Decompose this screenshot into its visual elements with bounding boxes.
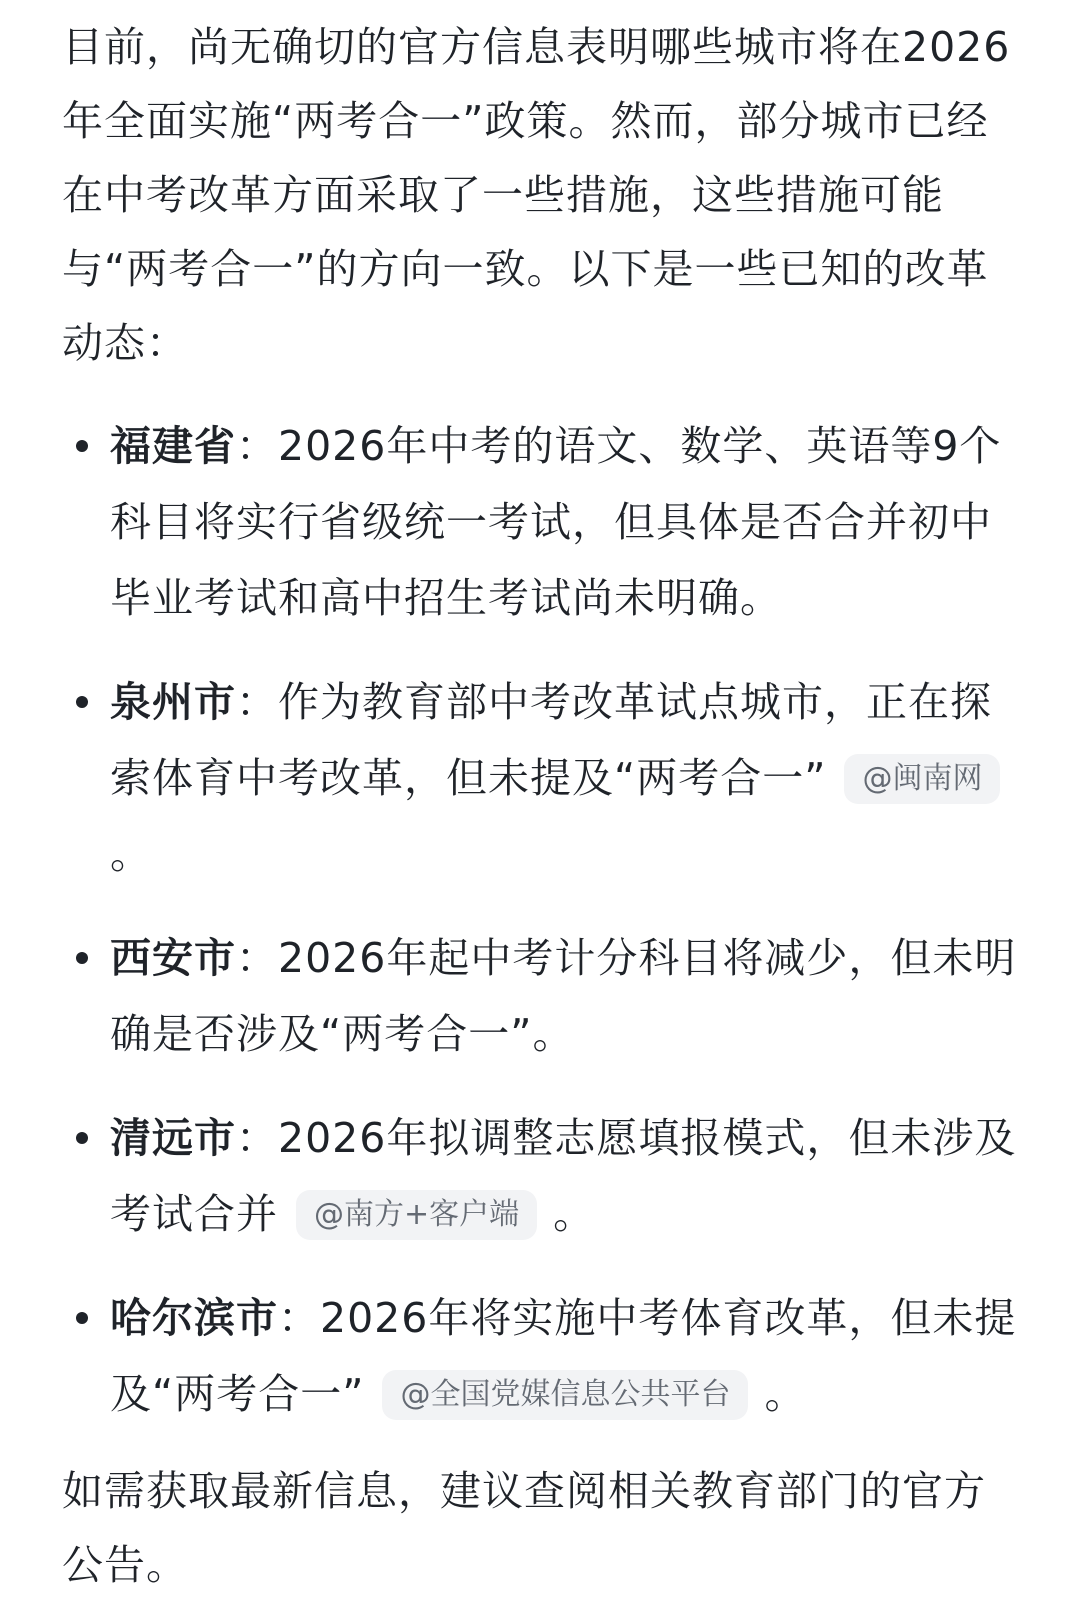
- list-item: [62, 920, 1020, 1072]
- item-end-punctuation: 。: [110, 830, 152, 878]
- list-item: [62, 1100, 1020, 1252]
- list-item: [62, 408, 1020, 636]
- bullet-icon: [76, 1132, 88, 1144]
- source-tag[interactable]: @全国党媒信息公共平台: [382, 1370, 748, 1420]
- bullet-icon: [76, 952, 88, 964]
- source-tag[interactable]: @南方+客户端: [296, 1190, 537, 1240]
- item-text: ：2026年将实施中考体育改革，但未提及“两考合一”: [110, 1294, 1017, 1418]
- list-item: [62, 664, 1020, 892]
- list-item: [62, 1280, 1020, 1432]
- bullet-icon: [76, 440, 88, 452]
- item-text: ：2026年中考的语文、数学、英语等9个科目将实行省级统一考试，但具体是否合并初中毕业考试和高中招生考试尚未明确。: [110, 422, 1002, 622]
- item-name: 泉州市: [110, 678, 236, 726]
- item-text: ：作为教育部中考改革试点城市，正在探索体育中考改革，但未提及“两考合一”: [110, 678, 992, 802]
- item-name: 哈尔滨市: [110, 1294, 278, 1342]
- intro-paragraph: 目前，尚无确切的官方信息表明哪些城市将在2026年全面实施“两考合一”政策。然而，部分城市已经在中考改革方面采取了一些措施，这些措施可能与“两考合一”的方向一致。以下是一些已知的改革动态：: [62, 23, 1011, 367]
- item-text: ：2026年拟调整志愿填报模式，但未涉及考试合并: [110, 1114, 1017, 1238]
- bullet-icon: [76, 696, 88, 708]
- item-end-punctuation: 。: [553, 1190, 596, 1238]
- outro-paragraph: 如需获取最新信息，建议查阅相关教育部门的官方公告。: [62, 1467, 986, 1589]
- item-name: 西安市: [110, 934, 236, 982]
- item-name: 福建省: [110, 422, 236, 470]
- bullet-icon: [76, 1312, 88, 1324]
- item-name: 清远市: [110, 1114, 236, 1162]
- reform-list: [62, 408, 1020, 1432]
- item-end-punctuation: 。: [764, 1370, 807, 1418]
- item-text: ：2026年起中考计分科目将减少，但未明确是否涉及“两考合一”。: [110, 934, 1017, 1058]
- source-tag[interactable]: @闽南网: [844, 754, 1000, 804]
